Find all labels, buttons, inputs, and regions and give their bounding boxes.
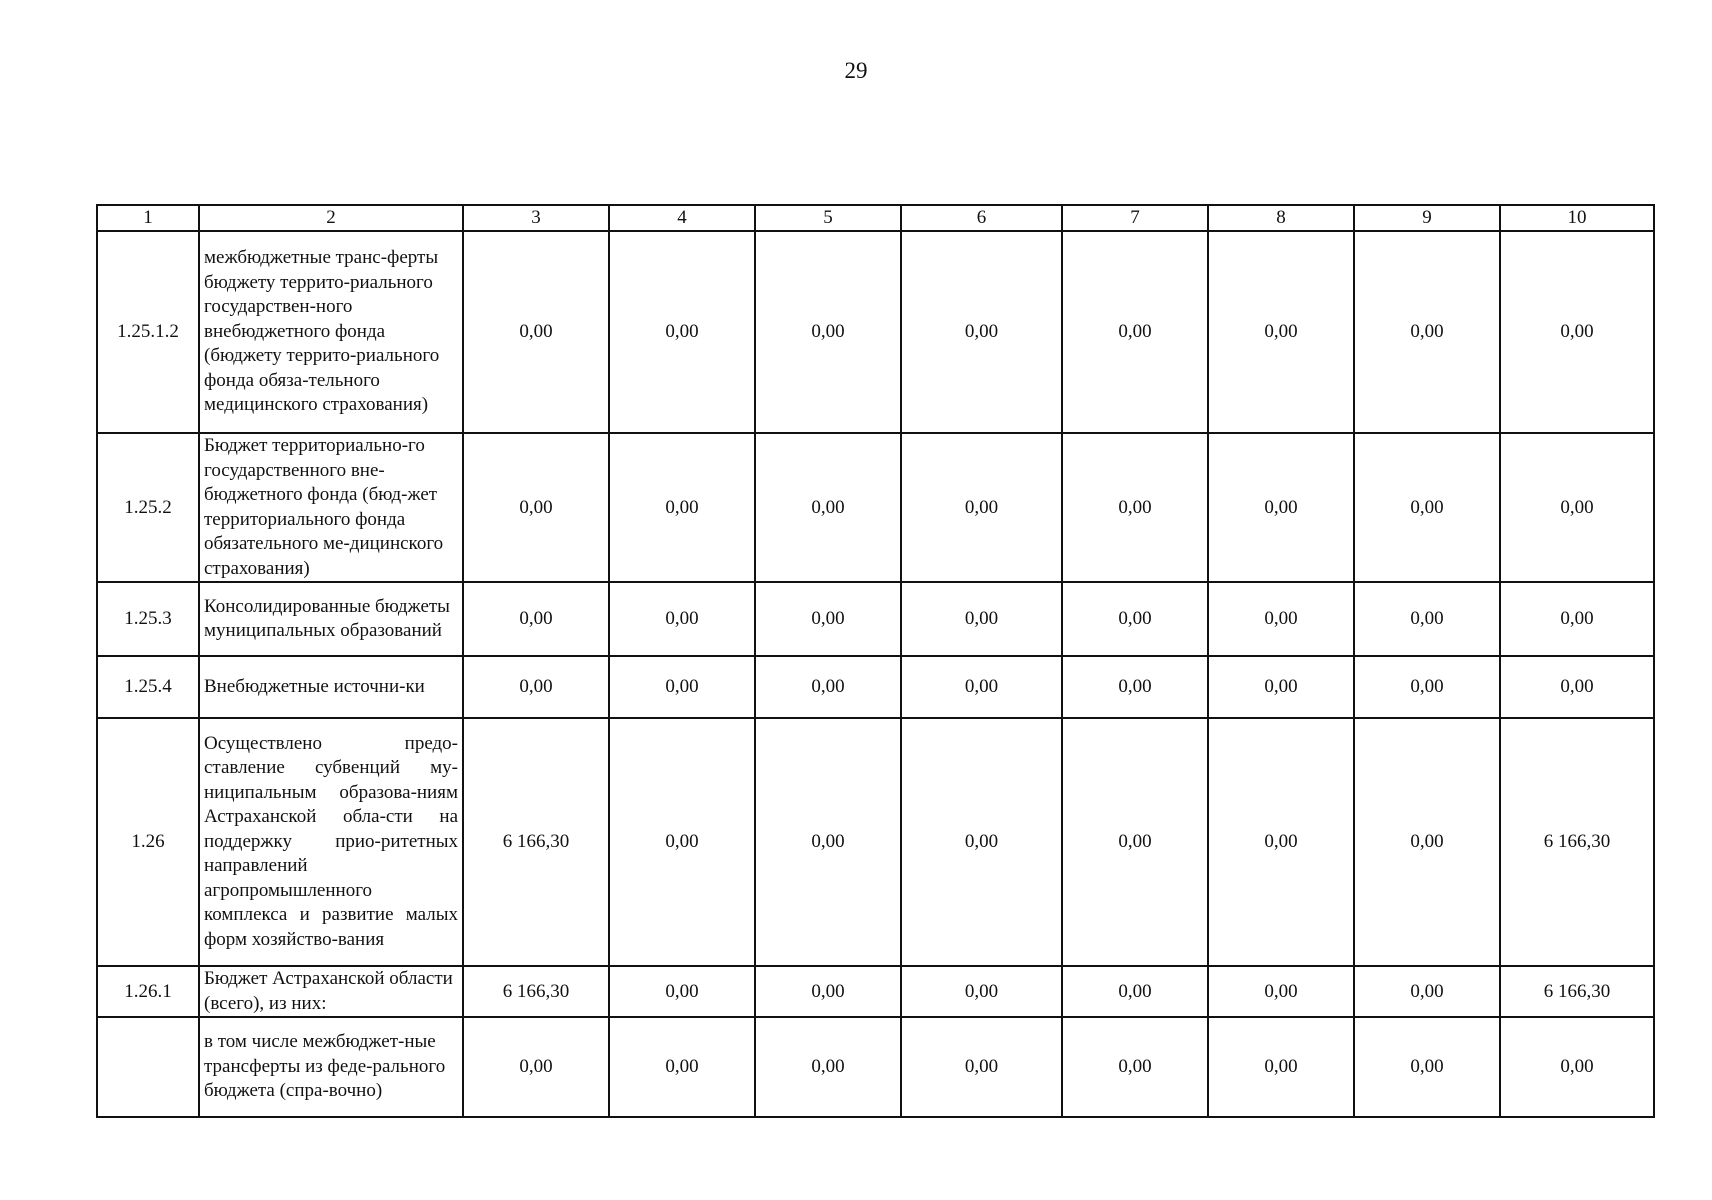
table-row xyxy=(97,656,1654,718)
table-row xyxy=(97,966,1654,1017)
row-value: 0,00 xyxy=(755,966,901,1017)
table-row xyxy=(97,582,1654,656)
column-header: 10 xyxy=(1500,205,1654,231)
table-row xyxy=(97,1017,1654,1117)
row-code: 1.25.4 xyxy=(97,656,199,718)
row-description: Бюджет Астраханской области (всего), из них: xyxy=(199,966,463,1017)
row-code: 1.25.2 xyxy=(97,433,199,582)
row-value: 0,00 xyxy=(1500,231,1654,433)
row-value: 0,00 xyxy=(1062,433,1208,582)
row-value: 0,00 xyxy=(463,582,609,656)
row-value: 0,00 xyxy=(463,656,609,718)
table-row xyxy=(97,433,1654,582)
column-header: 7 xyxy=(1062,205,1208,231)
row-value: 0,00 xyxy=(1354,718,1500,966)
row-value: 0,00 xyxy=(609,966,755,1017)
row-value: 0,00 xyxy=(901,582,1062,656)
row-value: 0,00 xyxy=(609,433,755,582)
row-value: 0,00 xyxy=(1062,231,1208,433)
header-row xyxy=(97,205,1654,231)
column-header: 4 xyxy=(609,205,755,231)
row-description: Осуществлено предо-ставление субвенций му-ниципальным образова-ниям Астраханской обла-сти на поддержку прио-ритетных направлений агропромышленного комплекса и развитие малых форм хозяйство-вания xyxy=(199,718,463,966)
row-description: Внебюджетные источни-ки xyxy=(199,656,463,718)
row-value: 0,00 xyxy=(1062,1017,1208,1117)
row-value: 0,00 xyxy=(609,231,755,433)
row-value: 0,00 xyxy=(901,966,1062,1017)
row-value: 0,00 xyxy=(1208,966,1354,1017)
row-value: 0,00 xyxy=(755,656,901,718)
row-value: 0,00 xyxy=(1354,656,1500,718)
row-code: 1.25.1.2 xyxy=(97,231,199,433)
row-value: 0,00 xyxy=(1208,718,1354,966)
row-value: 0,00 xyxy=(1354,966,1500,1017)
row-description: Консолидированные бюджеты муниципальных образований xyxy=(199,582,463,656)
row-description: Бюджет территориально-го государственного вне-бюджетного фонда (бюд-жет территориального фонда обязательного ме-дицинского страхования) xyxy=(199,433,463,582)
row-value: 0,00 xyxy=(463,1017,609,1117)
row-code: 1.26 xyxy=(97,718,199,966)
row-value: 0,00 xyxy=(901,231,1062,433)
row-value: 0,00 xyxy=(1208,231,1354,433)
budget-table xyxy=(96,204,1655,1118)
row-value: 6 166,30 xyxy=(463,718,609,966)
row-value: 0,00 xyxy=(1062,718,1208,966)
row-value: 0,00 xyxy=(1208,656,1354,718)
row-value: 0,00 xyxy=(1354,582,1500,656)
row-value: 0,00 xyxy=(1062,582,1208,656)
table-row xyxy=(97,231,1654,433)
row-value: 0,00 xyxy=(1500,433,1654,582)
row-value: 0,00 xyxy=(1062,966,1208,1017)
column-header: 2 xyxy=(199,205,463,231)
column-header: 1 xyxy=(97,205,199,231)
column-header: 6 xyxy=(901,205,1062,231)
row-value: 0,00 xyxy=(1208,1017,1354,1117)
row-value: 0,00 xyxy=(1208,433,1354,582)
row-code: 1.25.3 xyxy=(97,582,199,656)
row-code: 1.26.1 xyxy=(97,966,199,1017)
row-value: 0,00 xyxy=(755,231,901,433)
row-value: 0,00 xyxy=(755,718,901,966)
row-value: 0,00 xyxy=(901,718,1062,966)
row-value: 0,00 xyxy=(901,433,1062,582)
column-header: 8 xyxy=(1208,205,1354,231)
row-value: 0,00 xyxy=(901,1017,1062,1117)
row-value: 0,00 xyxy=(1500,1017,1654,1117)
row-value: 0,00 xyxy=(609,582,755,656)
row-value: 0,00 xyxy=(901,656,1062,718)
row-value: 0,00 xyxy=(1354,231,1500,433)
row-value: 0,00 xyxy=(463,231,609,433)
row-value: 0,00 xyxy=(1500,582,1654,656)
column-header: 3 xyxy=(463,205,609,231)
row-code xyxy=(97,1017,199,1117)
row-description: межбюджетные транс-ферты бюджету террито-риального государствен-ного внебюджетного фонда (бюджету террито-риального фонда обяза-тельного медицинского страхования) xyxy=(199,231,463,433)
row-value: 0,00 xyxy=(463,433,609,582)
row-description: в том числе межбюджет-ные трансферты из феде-рального бюджета (спра-вочно) xyxy=(199,1017,463,1117)
row-value: 0,00 xyxy=(609,718,755,966)
column-header: 9 xyxy=(1354,205,1500,231)
row-value: 0,00 xyxy=(609,656,755,718)
row-value: 0,00 xyxy=(1354,433,1500,582)
row-value: 0,00 xyxy=(1208,582,1354,656)
page-number: 29 xyxy=(844,58,868,83)
row-value: 0,00 xyxy=(755,582,901,656)
row-value: 0,00 xyxy=(1062,656,1208,718)
row-value: 6 166,30 xyxy=(1500,966,1654,1017)
row-value: 0,00 xyxy=(1354,1017,1500,1117)
table-row xyxy=(97,718,1654,966)
row-value: 0,00 xyxy=(755,1017,901,1117)
row-value: 0,00 xyxy=(1500,656,1654,718)
row-value: 6 166,30 xyxy=(1500,718,1654,966)
row-value: 6 166,30 xyxy=(463,966,609,1017)
column-header: 5 xyxy=(755,205,901,231)
row-value: 0,00 xyxy=(755,433,901,582)
row-value: 0,00 xyxy=(609,1017,755,1117)
